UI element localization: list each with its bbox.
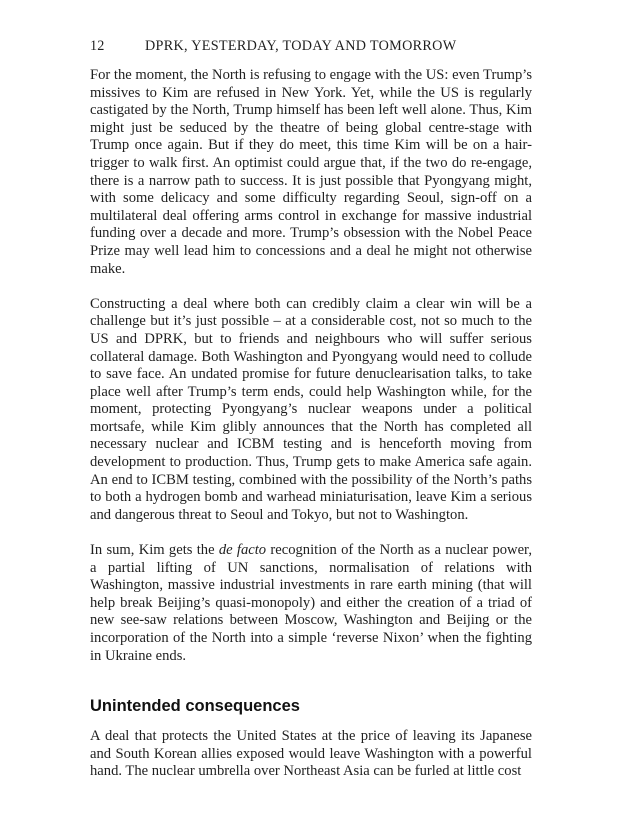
paragraph-2: Constructing a deal where both can credibly claim a clear win will be a challenge but it’s just possible – at a considerable cost, not so much to the US and DPRK, but to friends and neighbours who will suffer serious collateral damage. Both Washington and Pyongyang would need to collude to save face. An undated promise for future denuclearisation talks, to take place well after Trump’s term ends, could help Washington while, for the moment, protecting Pyongyang’s nuclear weapons under a political mortsafe, while Kim glibly announces that the North has completed all necessary nuclear and ICBM testing and is henceforth moving from development to production. Thus, Trump gets to make America safe again. An end to ICBM testing, combined with the possibility of the North’s paths to both a hydrogen bomb and warhead miniaturisation, leave Kim a serious and dangerous threat to Seoul and Tokyo, but not to Washington. (90, 295, 532, 523)
section-paragraph-1: A deal that protects the United States at the price of leaving its Japanese and South Korean allies exposed would leave Washington with a powerful hand. The nuclear umbrella over Northeast Asia can be furled at little cost (90, 728, 532, 780)
book-page (90, 38, 532, 781)
paragraph-3 (90, 542, 532, 665)
paragraph-3-rest: recognition of the North as a nuclear power, a partial lifting of UN sanctions, normalisation of relations with Washington, massive industrial investments in rare earth mining (that will help break Beijing’s quasi-monopoly) and either the creation of a triad of new see-saw relations between Moscow, Washington and Beijing or the incorporation of the North into a simple ‘reverse Nixon’ when the fighting in Ukraine ends. (90, 542, 532, 664)
paragraph-3-italic-term: de facto (218, 542, 267, 559)
running-head (90, 38, 532, 60)
section-heading: Unintended consequences (90, 697, 300, 716)
running-title: DPRK, YESTERDAY, TODAY AND TOMORROW (145, 38, 457, 54)
paragraph-1: For the moment, the North is refusing to engage with the US: even Trump’s missives to Kim are refused in New York. Yet, while the US is regularly castigated by the North, Trump himself has been left well alone. Thus, Kim might just be seduced by the theatre of being global centre-stage with Trump once again. But if they do meet, this time Kim will be on a hair-trigger to walk first. An optimist could argue that, if the two do re-engage, there is a narrow path to success. It is just possible that Pyongyang might, with some delicacy and some difficulty regarding Seoul, sign-off on a multilateral deal offering arms control in exchange for massive industrial funding over a decade and more. Trump’s obsession with the Nobel Peace Prize may well lead him to concessions and a deal he might not otherwise make. (90, 67, 532, 277)
page-number: 12 (90, 38, 105, 54)
paragraph-3-lead: In sum, Kim gets the (90, 542, 219, 559)
